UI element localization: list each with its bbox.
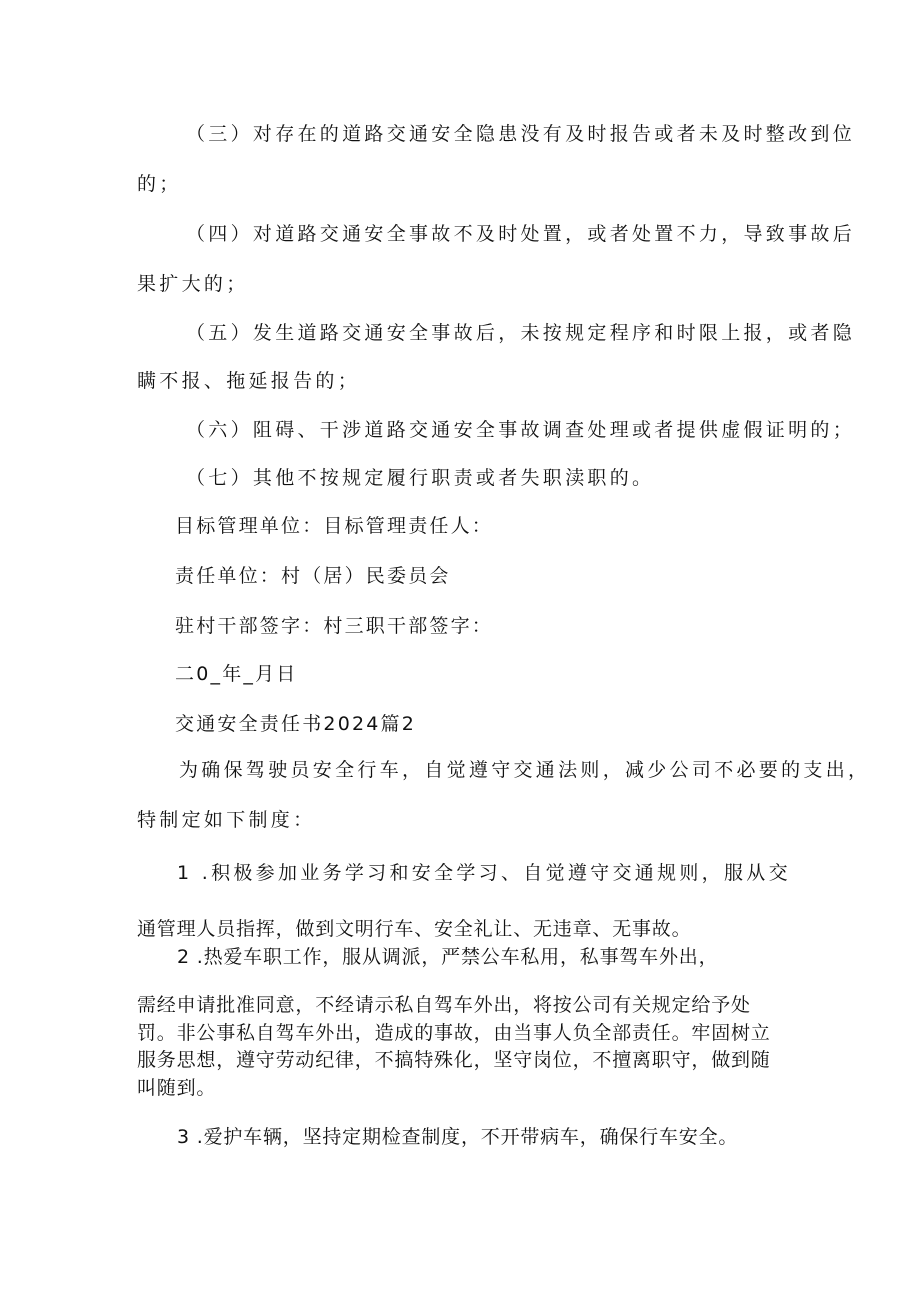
list-item-line: 2 .热爱车职工作，服从调派，严禁公车私用，私事驾车外出， — [177, 946, 719, 968]
paragraph-line: 瞒不报、拖延报告的； — [137, 370, 361, 392]
paragraph-line: 特制定如下制度： — [137, 809, 316, 831]
signature-field-line: 驻村干部签字：村三职干部签字： — [175, 615, 494, 637]
paragraph-line: （六）阻碍、干涉道路交通安全事故调查处理或者提供虚假证明的； — [186, 419, 856, 441]
paragraph-line: 罚。非公事私自驾车外出，造成的事故，由当事人负全部责任。牢固树立 — [137, 1022, 771, 1044]
paragraph-line: （五）发生道路交通安全事故后，未按规定程序和时限上报，或者隐 — [186, 322, 856, 344]
date-line: 二0_年_月日 — [175, 663, 298, 685]
paragraph-line: （七）其他不按规定履行职责或者失职渎职的。 — [186, 467, 655, 489]
paragraph-line: 通管理人员指挥，做到文明行车、安全礼让、无违章、无事故。 — [137, 918, 692, 940]
paragraph-line: 果扩大的； — [137, 273, 249, 295]
paragraph-line: （三）对存在的道路交通安全隐患没有及时报告或者未及时整改到位 — [186, 123, 856, 145]
signature-field-line: 责任单位：村（居）民委员会 — [175, 565, 451, 587]
signature-field-line: 目标管理单位：目标管理责任人： — [175, 515, 494, 537]
list-item-line: 3 .爱护车辆，坚持定期检查制度，不开带病车，确保行车安全。 — [177, 1126, 739, 1148]
paragraph-line: 服务思想，遵守劳动纪律，不搞特殊化，坚守岗位，不擅离职守，做到随 — [137, 1049, 771, 1071]
paragraph-line: （四）对道路交通安全事故不及时处置，或者处置不力，导致事故后 — [186, 223, 856, 245]
paragraph-line: 的； — [137, 173, 182, 195]
list-item-line: 1 .积极参加业务学习和安全学习、自觉遵守交通规则，服从交 — [177, 862, 791, 884]
paragraph-line: 需经申请批准同意，不经请示私自驾车外出，将按公司有关规定给予处 — [137, 994, 751, 1016]
section-heading: 交通安全责任书2024篇2 — [175, 713, 417, 735]
paragraph-line: 叫随到。 — [137, 1077, 217, 1099]
paragraph-line: 为确保驾驶员安全行车，自觉遵守交通法则，减少公司不必要的支出， — [179, 759, 871, 781]
